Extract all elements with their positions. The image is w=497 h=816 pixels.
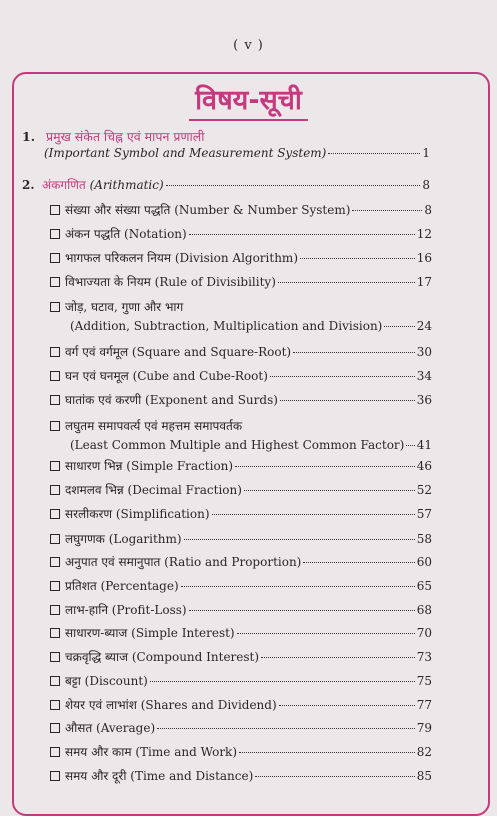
checkbox-icon [50,628,60,638]
checkbox-icon [50,534,60,544]
toc-item[interactable] [50,505,432,522]
page-ref: 34 [416,369,432,383]
leader-dots [166,184,421,186]
checkbox-icon [50,700,60,710]
page-ref: 46 [416,459,432,473]
section-number: 2. [22,178,35,192]
page-ref: 70 [416,626,432,640]
toc-item[interactable] [50,457,432,474]
toc-item-label: समय और दूरी (Time and Distance) [65,769,254,783]
section-title: अंकगणित [42,178,86,192]
toc-item-label: बट्टा (Discount) [65,674,148,688]
toc-item[interactable] [50,696,432,713]
toc-item[interactable] [50,553,432,570]
toc-item[interactable] [50,201,432,218]
section-1-heading [22,128,205,145]
toc-item-label: जोड़, घटाव, गुणा और भाग [65,300,184,314]
section-subtitle: (Important Symbol and Measurement System) [44,146,327,160]
checkbox-icon [50,302,60,312]
page-ref: 8 [424,203,432,217]
toc-item[interactable] [50,249,432,266]
checkbox-icon [50,485,60,495]
toc-item-label: वर्ग एवं वर्गमूल (Square and Square-Root) [65,345,292,359]
toc-item[interactable] [50,481,432,498]
toc-item-continuation[interactable] [70,438,432,452]
leader-dots [189,233,415,235]
toc-item-label: अनुपात एवं समानुपात (Ratio and Proportion) [65,555,302,569]
toc-item-label: भागफल परिकलन नियम (Division Algorithm) [65,251,298,265]
page-ref: 82 [416,745,432,759]
leader-dots [406,444,414,446]
toc-item-label: समय और काम (Time and Work) [65,745,238,759]
page-ref: 58 [416,532,432,546]
toc-item[interactable] [50,417,432,434]
toc-item[interactable] [50,298,432,315]
toc-item[interactable] [50,719,432,736]
checkbox-icon [50,395,60,405]
toc-item[interactable] [50,767,432,784]
leader-dots [237,632,415,634]
page-title: विषय-सूची [189,80,308,121]
toc-item-label: औसत (Average) [65,721,156,735]
leader-dots [181,585,415,587]
toc-item-label: घन एवं घनमूल (Cube and Cube-Root) [65,369,268,383]
toc-item[interactable] [50,225,432,242]
checkbox-icon [50,723,60,733]
page-ref: 77 [416,698,432,712]
page-ref: 30 [416,345,432,359]
toc-item-continuation[interactable] [70,319,432,333]
toc-item-label: लघुतम समापवर्त्य एवं महत्तम समापवर्तक [65,419,243,433]
checkbox-icon [50,347,60,357]
section-title-en: (Arithmatic) [89,178,164,192]
toc-item-label: संख्या और संख्या पद्धति (Number & Number System) [65,203,351,217]
checkbox-icon [50,747,60,757]
page-ref: 24 [416,319,432,333]
toc-item[interactable] [50,577,432,594]
leader-dots [212,513,415,515]
toc-item[interactable] [50,601,432,618]
checkbox-icon [50,676,60,686]
checkbox-icon [50,421,60,431]
toc-item-label: चक्रवृद्धि ब्याज (Compound Interest) [65,650,260,664]
page-ref: 8 [422,178,430,192]
page-number: ( v ) [233,38,264,53]
checkbox-icon [50,205,60,215]
checkbox-icon [50,229,60,239]
toc-item[interactable] [50,367,432,384]
toc-item[interactable] [50,343,432,360]
leader-dots [278,281,415,283]
page-ref: 41 [416,438,432,452]
leader-dots [244,489,415,491]
leader-dots [255,775,414,777]
leader-dots [303,561,414,563]
page-ref: 1 [422,146,430,160]
leader-dots [261,656,415,658]
page-ref: 75 [416,674,432,688]
page-ref: 85 [416,769,432,783]
toc-item[interactable] [50,743,432,760]
toc-item-label: दशमलव भिन्न (Decimal Fraction) [65,483,242,497]
leader-dots [279,704,415,706]
leader-dots [235,465,415,467]
toc-item-label: प्रतिशत (Percentage) [65,579,179,593]
section-2-line[interactable] [22,176,430,193]
page-ref: 17 [416,275,432,289]
page-ref: 73 [416,650,432,664]
leader-dots [270,375,415,377]
leader-dots [189,609,415,611]
leader-dots [328,152,420,154]
toc-item-label-en: (Addition, Subtraction, Multiplication and Division) [70,319,383,333]
page-ref: 12 [416,227,432,241]
checkbox-icon [50,461,60,471]
leader-dots [300,257,415,259]
page-ref: 68 [416,603,432,617]
toc-item-label: साधारण-ब्याज (Simple Interest) [65,626,235,640]
checkbox-icon [50,605,60,615]
leader-dots [280,399,415,401]
leader-dots [184,538,415,540]
leader-dots [157,727,415,729]
page-ref: 79 [416,721,432,735]
toc-item-label: लघुगणक (Logarithm) [65,532,182,546]
toc-item[interactable] [50,273,432,290]
toc-item-label: शेयर एवं लाभांश (Shares and Dividend) [65,698,277,712]
toc-item[interactable] [50,672,432,689]
toc-item-label: सरलीकरण (Simplification) [65,507,210,521]
toc-item-label: घातांक एवं करणी (Exponent and Surds) [65,393,278,407]
toc-item-label: लाभ-हानि (Profit-Loss) [65,603,187,617]
leader-dots [150,680,415,682]
toc-item-label: अंकन पद्धति (Notation) [65,227,187,241]
page-ref: 52 [416,483,432,497]
toc-item-label: साधारण भिन्न (Simple Fraction) [65,459,234,473]
checkbox-icon [50,371,60,381]
page-ref: 36 [416,393,432,407]
toc-item[interactable] [50,624,432,641]
checkbox-icon [50,277,60,287]
leader-dots [384,325,414,327]
page-ref: 16 [416,251,432,265]
section-1-line[interactable] [44,146,430,160]
leader-dots [293,351,415,353]
section-number: 1. [22,129,36,144]
leader-dots [352,209,422,211]
leader-dots [239,751,415,753]
checkbox-icon [50,509,60,519]
section-title: प्रमुख संकेत चिह्न एवं मापन प्रणाली [45,129,205,144]
checkbox-icon [50,581,60,591]
toc-item-label: विभाज्यता के नियम (Rule of Divisibility) [65,275,276,289]
checkbox-icon [50,557,60,567]
checkbox-icon [50,253,60,263]
page-ref: 65 [416,579,432,593]
toc-item[interactable] [50,648,432,665]
page-ref: 60 [416,555,432,569]
page-ref: 57 [416,507,432,521]
toc-item[interactable] [50,391,432,408]
toc-item-label-en: (Least Common Multiple and Highest Common Factor) [70,438,405,452]
checkbox-icon [50,771,60,781]
toc-item[interactable] [50,530,432,547]
checkbox-icon [50,652,60,662]
